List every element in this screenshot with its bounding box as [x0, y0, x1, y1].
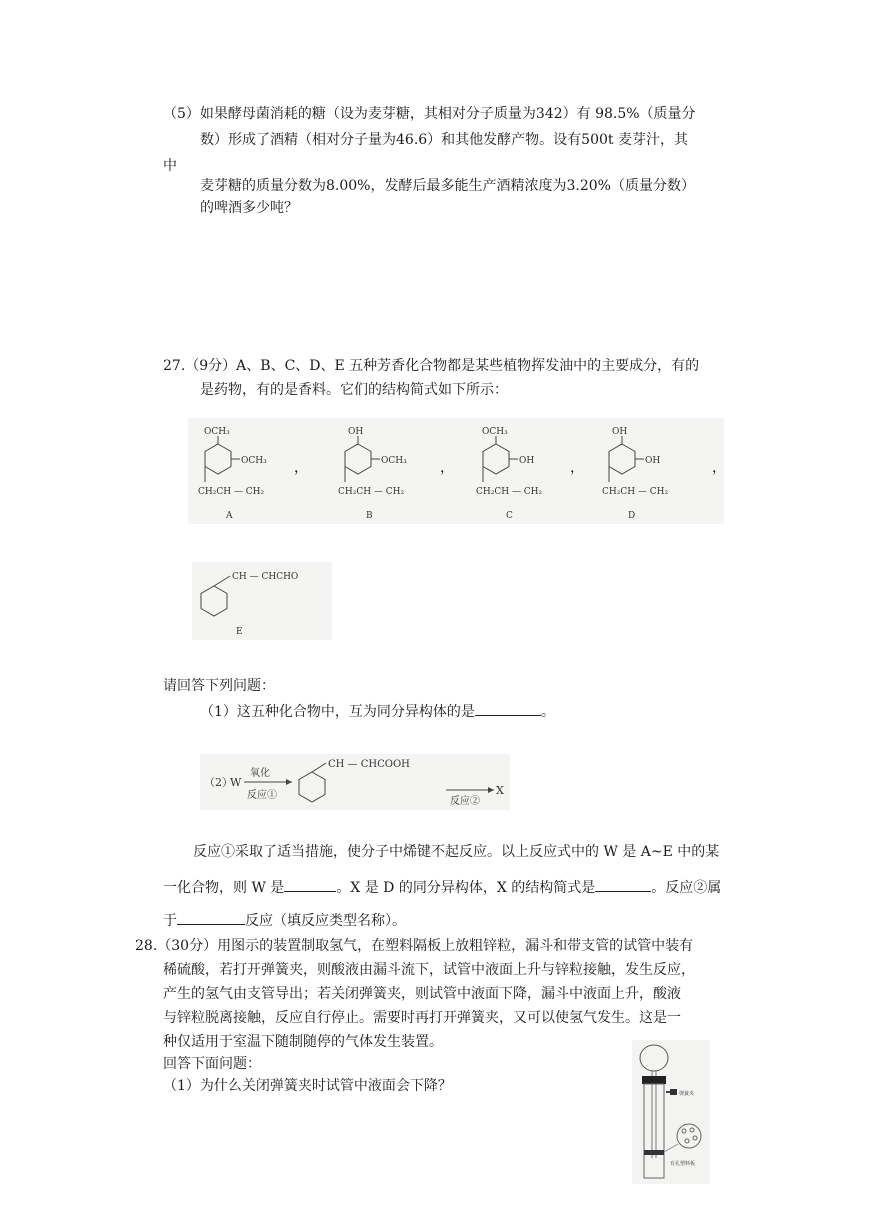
q27-sub2-line3	[163, 909, 406, 931]
q28-line1: 28.（30分）用图示的装置制取氢气，在塑料隔板上放粗锌粒，漏斗和带支管的试管中装有	[135, 938, 694, 954]
q27-line1: 27.（9分）A、B、C、D、E 五种芳香化合物都是某些植物挥发油中的主要成分，有的	[163, 358, 700, 374]
molecule-b	[336, 420, 426, 526]
q27-sub2-line3b: 反应（填反应类型名称）。	[245, 913, 406, 929]
reaction-scheme-diagram	[200, 754, 510, 810]
molecule-a-chain: CH₂CH — CH₂	[198, 487, 265, 497]
scheme-arrow1-bottom: 反应①	[247, 790, 277, 801]
molecule-a-structure	[196, 420, 286, 522]
q27-sub1-answer-blank[interactable]	[475, 700, 541, 716]
scheme-arrow1-top: 氧化	[250, 768, 270, 779]
molecule-e-structure	[196, 564, 336, 640]
apparatus-figure	[632, 1040, 710, 1188]
q28-line7: （1）为什么关闭弹簧夹时试管中液面会下降？	[163, 1078, 452, 1094]
w-answer-blank[interactable]	[284, 876, 336, 892]
molecule-a-top-group: OCH₃	[204, 427, 230, 437]
hydrogen-generator-apparatus	[632, 1040, 710, 1184]
molecule-d-label: D	[628, 511, 636, 521]
molecule-e	[196, 564, 336, 644]
q26-5-line2: 数）形成了酒精（相对分子量为46.6）和其他发酵产物。设有500t 麦芽汁，其	[200, 132, 688, 148]
q27-sub2-line3a: 于	[163, 913, 177, 929]
molecule-c	[474, 420, 564, 526]
separator-b: ，	[440, 460, 454, 476]
molecule-b-side-group: OCH₃	[381, 456, 407, 466]
molecule-d-chain: CH₂CH — CH₂	[602, 487, 669, 497]
scheme-product: CH — CHCOOH	[328, 759, 410, 770]
q27-line2: 是药物，有的是香料。它们的结构简式如下所示：	[200, 382, 508, 398]
molecule-d-structure	[600, 420, 690, 522]
x-structure-answer-blank[interactable]	[595, 876, 651, 892]
q26-5-line5: 的啤酒多少吨？	[200, 200, 298, 216]
molecule-c-structure	[474, 420, 564, 522]
molecule-b-top-group: OH	[348, 427, 364, 437]
molecule-b-structure	[336, 420, 426, 522]
q26-5-line3: 中	[163, 158, 177, 174]
q28-line4: 与锌粒脱离接触，反应自行停止。需要时再打开弹簧夹，又可以使氢气发生。这是一	[163, 1010, 681, 1026]
molecule-d-top-group: OH	[612, 427, 628, 437]
plate-label: 有孔塑料板	[670, 1161, 696, 1167]
scheme-w: W	[230, 776, 242, 789]
q28-line3: 产生的氢气由支管导出；若关闭弹簧夹，则试管中液面下降，漏斗中液面上升，酸液	[163, 986, 681, 1002]
q27-sub1-text: （1）这五种化合物中，互为同分异构体的是	[200, 704, 475, 720]
q26-5-line4: 麦芽糖的质量分数为8.00%，发酵后最多能生产酒精浓度为3.20%（质量分数）	[200, 178, 695, 194]
q28-line6: 回答下面问题：	[163, 1056, 261, 1072]
q27-sub2-line1: 反应①采取了适当措施，使分子中烯键不起反应。以上反应式中的 W 是 A~E 中的某	[193, 844, 720, 860]
molecule-b-chain: CH₂CH — CH₂	[338, 487, 405, 497]
q28-line2: 稀硫酸，若打开弹簧夹，则酸液由漏斗流下，试管中液面上升与锌粒接触，发生反应，	[163, 962, 695, 978]
q28-line5: 种仅适用于室温下随制随停的气体发生装置。	[163, 1034, 443, 1050]
molecule-d-side-group: OH	[645, 456, 661, 466]
reaction-scheme	[200, 754, 510, 814]
separator-a: ，	[294, 460, 308, 476]
molecule-c-label: C	[506, 511, 513, 521]
reaction-type-answer-blank[interactable]	[177, 909, 245, 925]
molecule-a	[196, 420, 286, 526]
q27-sub2-line2a: 一化合物，则 W 是	[163, 880, 285, 896]
molecule-e-chain: CH — CHCHO	[232, 572, 299, 582]
scheme-x: X	[496, 784, 504, 797]
q27-sub2-line2c: 。反应②属	[651, 880, 722, 896]
q26-5-line1: （5）如果酵母菌消耗的糖（设为麦芽糖，其相对分子质量为342）有 98.5%（质量分	[163, 106, 696, 122]
q27-sub1	[200, 700, 555, 722]
molecule-a-side-group: OCH₃	[241, 456, 267, 466]
q27-prompt: 请回答下列问题：	[163, 678, 275, 694]
molecule-b-label: B	[366, 511, 373, 521]
molecule-e-label: E	[236, 627, 243, 637]
q27-sub2-line2	[163, 876, 721, 898]
molecule-d	[600, 420, 690, 526]
molecule-c-top-group: OCH₃	[482, 427, 508, 437]
q27-sub1-end: 。	[540, 704, 555, 720]
scheme-number: （2）	[204, 776, 233, 789]
separator-d: ，	[712, 460, 726, 476]
molecule-c-chain: CH₂CH — CH₂	[476, 487, 543, 497]
separator-c: ，	[570, 460, 584, 476]
molecule-a-label: A	[226, 511, 233, 521]
clamp-label: 弹簧夹	[679, 1091, 695, 1097]
scheme-arrow2-bottom: 反应②	[450, 796, 480, 807]
molecule-c-side-group: OH	[519, 456, 535, 466]
q27-sub2-line2b: 。X 是 D 的同分异构体，X 的结构简式是	[336, 880, 596, 896]
